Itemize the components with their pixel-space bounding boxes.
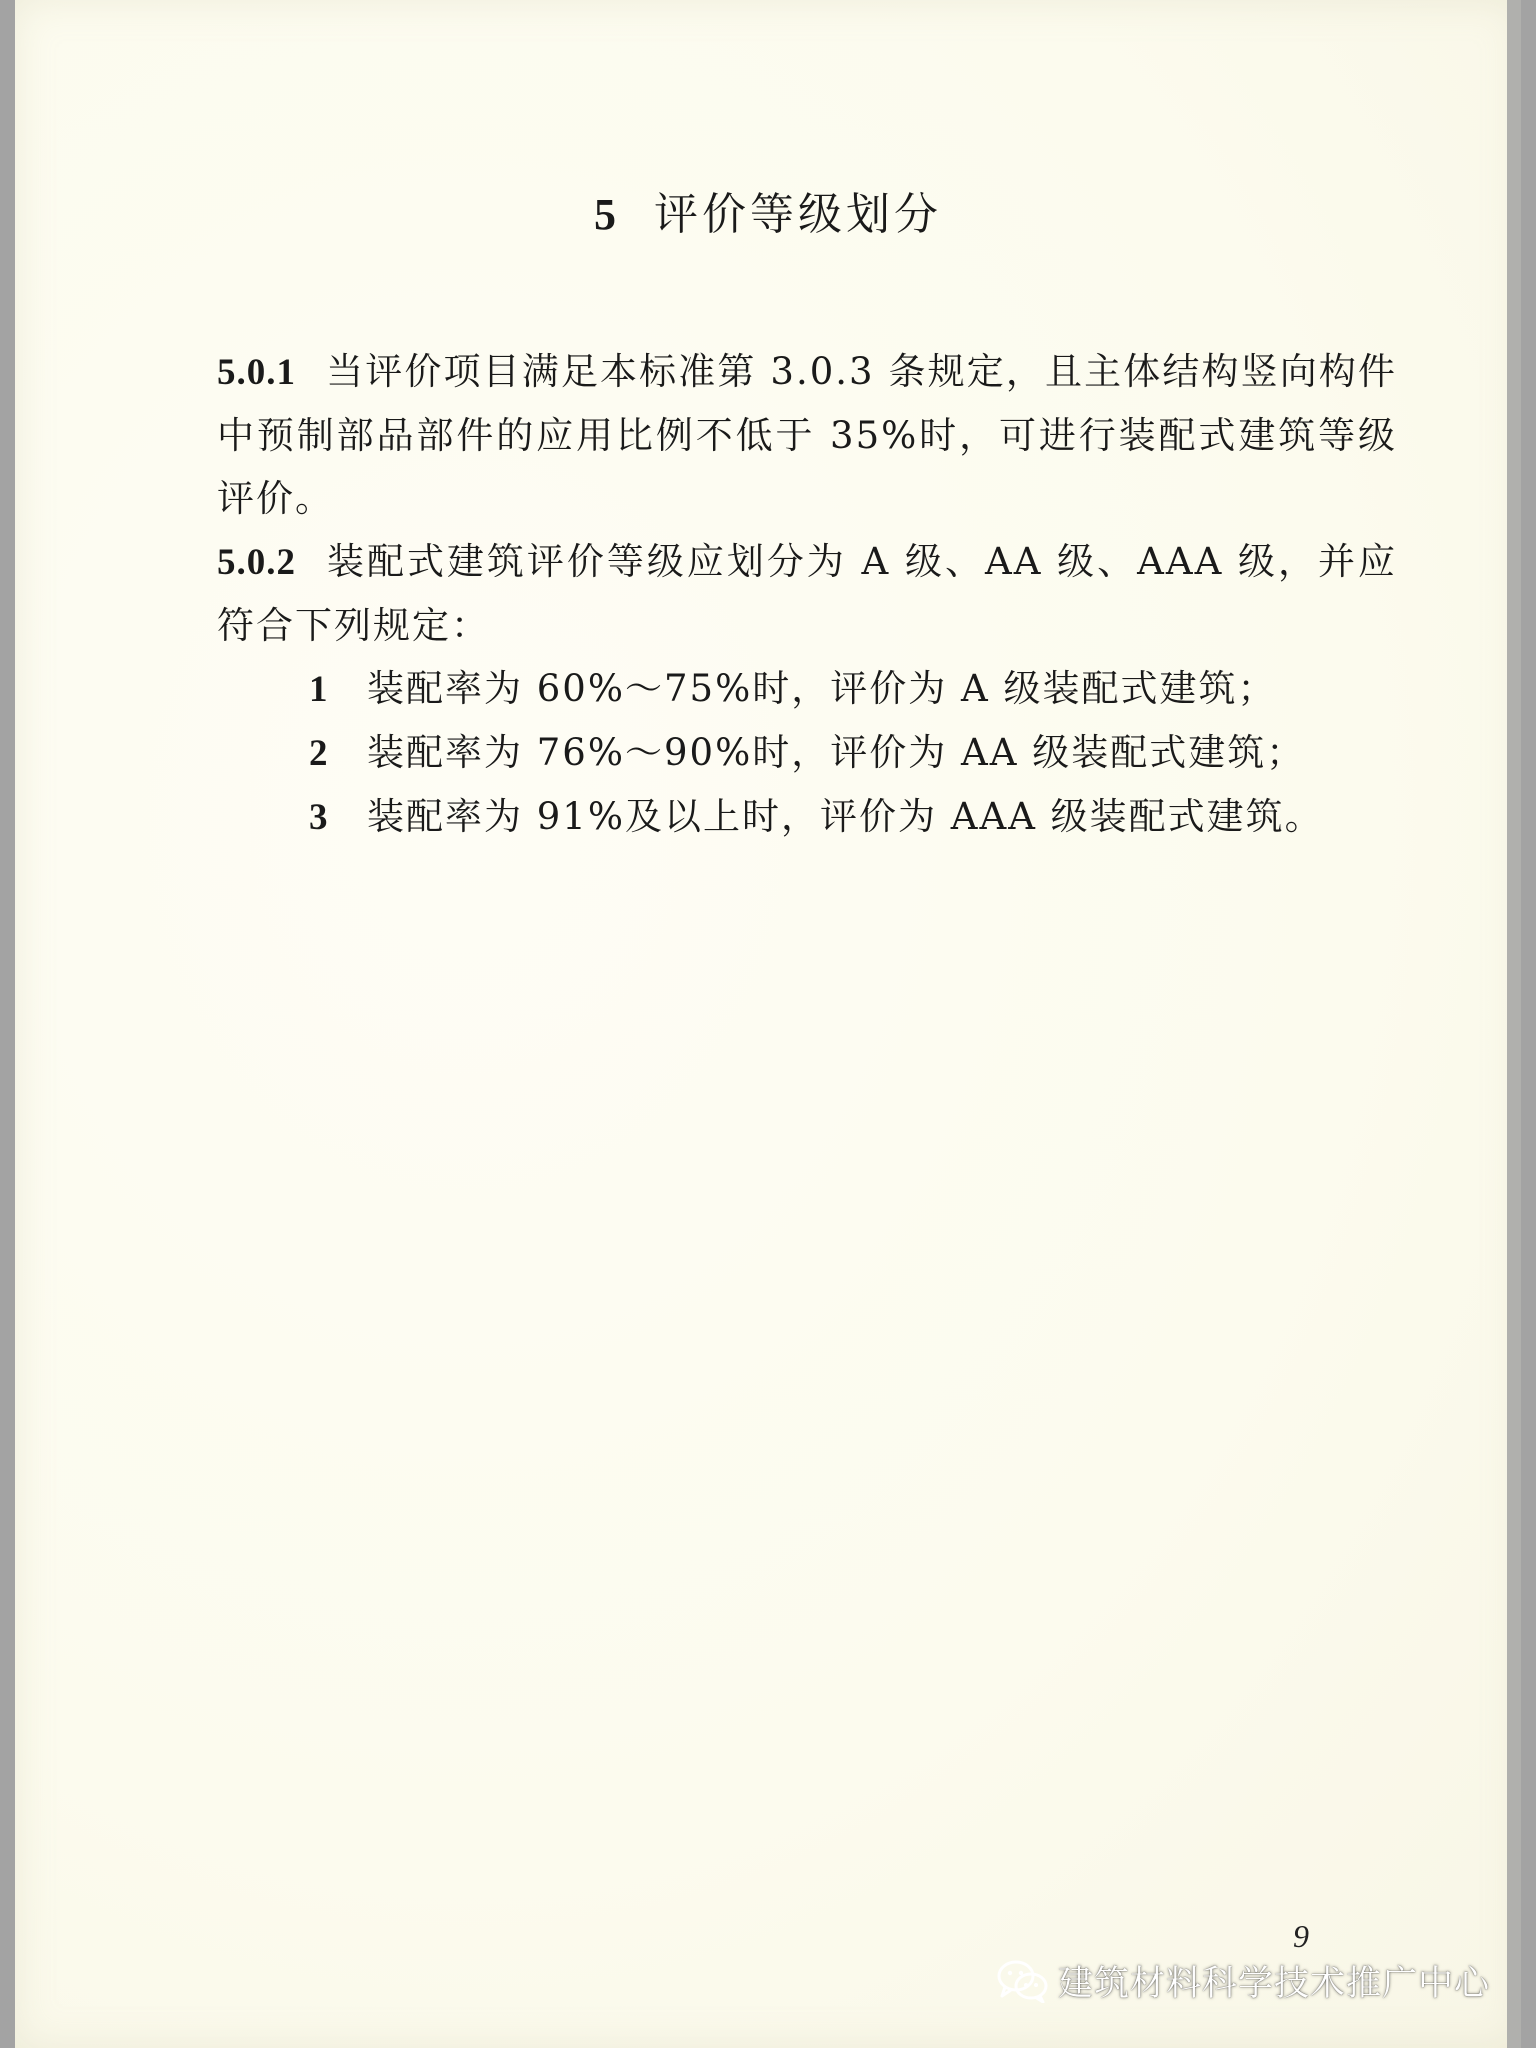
page-number: 9	[1293, 1918, 1309, 1954]
item-text: 装配率为 76%～90%时，评价为 AA 级装配式建筑；	[367, 731, 1306, 774]
watermark	[996, 1956, 1490, 2006]
item-text: 装配率为 60%～75%时，评价为 A 级装配式建筑；	[367, 667, 1277, 710]
item-text: 装配率为 91%及以上时，评价为 AAA 级装配式建筑。	[367, 795, 1324, 838]
page-edge	[1507, 0, 1521, 2048]
document-body	[217, 340, 1397, 849]
clause-number: 5.0.1	[217, 352, 296, 393]
clause-text: 当评价项目满足本标准第 3.0.3 条规定，且主体结构竖向构件中预制部品部件的应用比例不低于 35%时，可进行装配式建筑等级评价。	[217, 350, 1397, 520]
chapter-number: 5	[594, 190, 620, 239]
clause-text: 装配式建筑评价等级应划分为 A 级、AA 级、AAA 级，并应符合下列规定：	[217, 540, 1397, 647]
watermark-text: 建筑材料科学技术推广中心	[1057, 1964, 1490, 2004]
item-number: 1	[309, 669, 330, 710]
chapter-title: 评价等级划分	[654, 189, 942, 240]
item-number: 2	[309, 733, 330, 774]
list-item	[217, 721, 1397, 785]
clause-5-0-2	[217, 530, 1397, 657]
item-number: 3	[309, 797, 330, 838]
clause-items-list	[217, 657, 1397, 849]
list-item	[217, 657, 1397, 721]
chapter-heading	[15, 178, 1521, 242]
clause-number: 5.0.2	[217, 542, 296, 583]
wechat-icon	[996, 1959, 1050, 2003]
list-item	[217, 785, 1397, 849]
document-page	[15, 0, 1521, 2048]
clause-5-0-1	[217, 340, 1397, 530]
